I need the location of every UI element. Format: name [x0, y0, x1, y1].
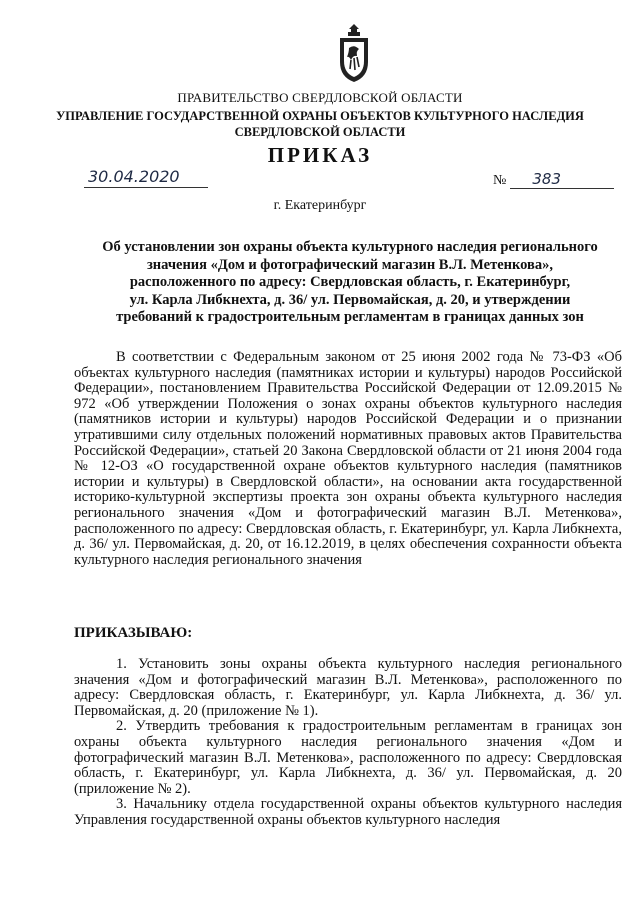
- document-subject: [70, 239, 630, 327]
- preamble-paragraph: В соответствии с Федеральным законом от 25 июня 2002 года № 73-ФЗ «Об объектах культурного наследия (памятниках истории и культуры) народов Российской Федерации», постановлением Правительства Российской Федерации от 12.09.2015 № 972 «Об утверждении Положения о зонах охраны объектов культурного наследия (памятников истории и культуры) народов Российской Федерации и о признании утратившими силу отдельных положений нормативных правовых актов Правительства Российской Федерации», статьей 20 Закона Свердловской области от 21 июня 2004 года № 12-ОЗ «О государственной охране объектов культурного наследия (памятников истории и культуры) в Свердловской области», на основании акта государственной историко-культурной экспертизы проекта зон охраны объекта культурного наследия регионального значения «Дом и фотографический магазин В.Л. Метенкова», расположенного по адресу: Свердловская область, г. Екатеринбург, ул. Карла Либкнехта, д. 36/ ул. Первомайская, д. 20, от 16.12.2019, в целях обеспечения сохранности объекта культурного наследия регионального значения: [74, 349, 622, 568]
- government-name: ПРАВИТЕЛЬСТВО СВЕРДЛОВСКОЙ ОБЛАСТИ: [177, 90, 463, 105]
- subject-line: расположенного по адресу: Свердловская область, г. Екатеринбург,: [129, 274, 571, 291]
- order-item-1: 1. Установить зоны охраны объекта культурного наследия регионального значения «Дом и фотографический магазин В.Л. Метенкова», расположенного по адресу: Свердловская область, г. Екатеринбург, ул. Карла Либкнехта, д. 36/ ул. Первомайская, д. 20 (приложение № 1).: [74, 656, 622, 719]
- document-type: ПРИКАЗ: [267, 143, 373, 167]
- department-name: [0, 108, 640, 140]
- order-item-3: 3. Начальнику отдела государственной охраны объектов культурного наследия Управления государственной охраны объектов культурного наследия: [74, 796, 622, 828]
- subject-line: значения «Дом и фотографический магазин В.Л. Метенкова»,: [146, 256, 554, 273]
- document-date: 30.04.2020: [84, 167, 208, 188]
- number-label: №: [493, 173, 507, 188]
- subject-line: ул. Карла Либкнехта, д. 36/ ул. Первомайская, д. 20, и утверждении: [129, 291, 571, 308]
- city: г. Екатеринбург: [273, 198, 367, 213]
- number-value: 383: [510, 170, 614, 189]
- subject-line: Об установлении зон охраны объекта культурного наследия регионального: [102, 239, 598, 255]
- department-name-line2: СВЕРДЛОВСКОЙ ОБЛАСТИ: [234, 125, 406, 139]
- document-number: [493, 170, 614, 189]
- department-name-line1: УПРАВЛЕНИЕ ГОСУДАРСТВЕННОЙ ОХРАНЫ ОБЪЕКТОВ КУЛЬТУРНОГО НАСЛЕДИЯ: [56, 109, 584, 123]
- order-items: [74, 657, 622, 829]
- coat-of-arms-icon: [337, 22, 371, 84]
- order-item-2: 2. Утвердить требования к градостроительным регламентам в границах зон охраны объекта культурного наследия регионального значения «Дом и фотографический магазин В.Л. Метенкова», расположенного по адресу: Свердловская область, г. Екатеринбург, ул. Карла Либкнехта, д. 36/ ул. Первомайская, д. 20 (приложение № 2).: [74, 718, 622, 797]
- subject-line: требований к градостроительным регламентам в границах данных зон: [116, 309, 584, 326]
- order-word: ПРИКАЗЫВАЮ:: [74, 625, 193, 641]
